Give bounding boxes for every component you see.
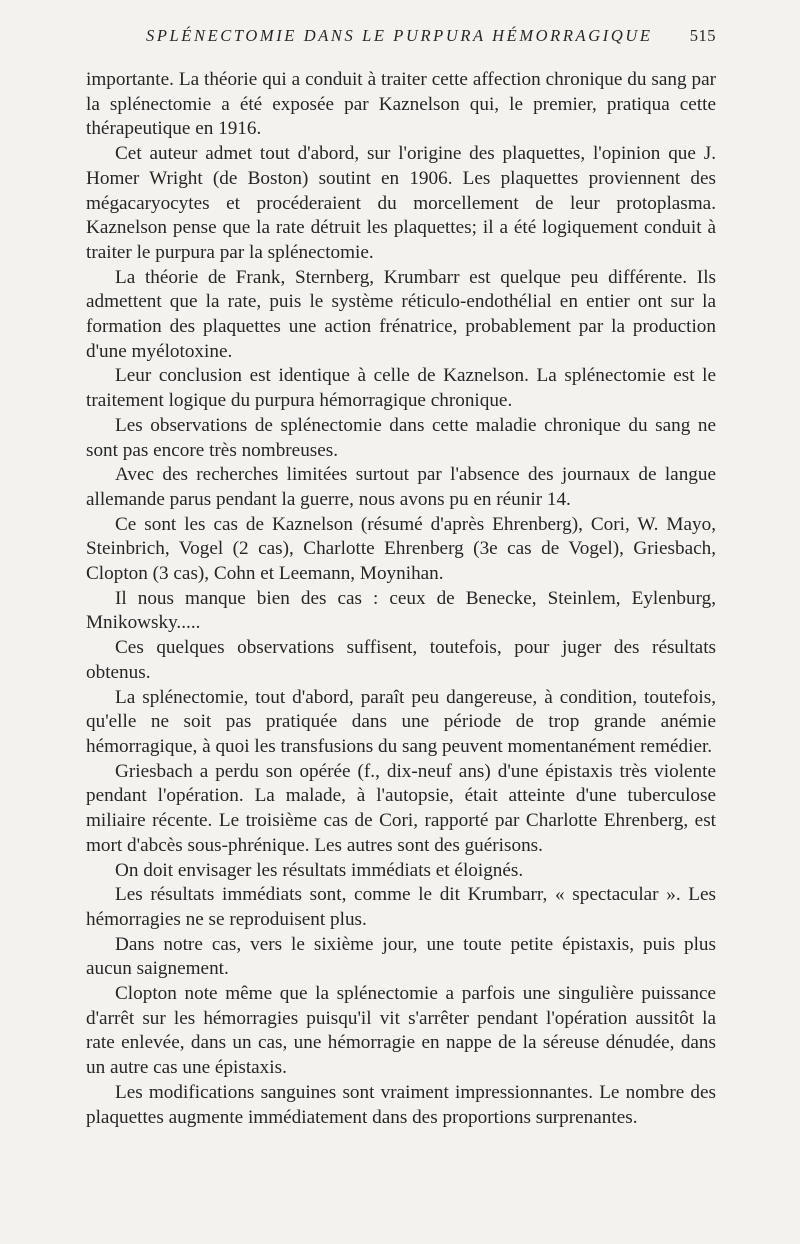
paragraph-results-intro: On doit envisager les résultats immédiats et éloignés. [115,859,524,881]
paragraph-observations: Les observations de splénectomie dans cette maladie chronique du sang ne sont pas encore très nombreuses. [86,414,716,461]
paragraph-missing-cases: Il nous manque bien des cas : ceux de Benecke, Steinlem, Eylenburg, Mnikowsky..... [86,587,716,634]
running-header [86,26,716,50]
paragraph-continuation: importante. La théorie qui a conduit à traiter cette affection chronique du sang par la splénectomie a été exposée par Kaznelson qui, le premier, pratiqua cette thérapeutique en 1916. [86,69,716,140]
paragraph-research: Avec des recherches limitées surtout par l'absence des journaux de langue allemande parus pendant la guerre, nous avons pu en réunir 14. [86,464,716,510]
paragraph-our-case: Dans notre cas, vers le sixième jour, une toute petite épistaxis, puis plus aucun saignement. [86,933,716,980]
running-title: SPLÉNECTOMIE DANS LE PURPURA HÉMORRAGIQUE [146,26,653,45]
paragraph-danger: La splénectomie, tout d'abord, paraît peu dangereuse, à condition, toutefois, qu'elle ne soit pas pratiquée dans une période de trop grande anémie hémorragique, à quoi les transfusions du sang peuvent momentanément remédier. [86,686,716,757]
paragraph-frank-theory: La théorie de Frank, Sternberg, Krumbarr est quelque peu différente. Ils admettent que la rate, puis le système réticulo-endothélial en entier ont sur la formation des plaquettes une action frénatrice, probablement par la production d'une myélotoxine. [86,266,716,362]
paragraph-cases-list: Ce sont les cas de Kaznelson (résumé d'après Ehrenberg), Cori, W. Mayo, Steinbrich, Vogel (2 cas), Charlotte Ehrenberg (3e cas de Vogel), Griesbach, Clopton (3 cas), Cohn et Leemann, Moynihan. [86,513,716,585]
paragraph-author-theory: Cet auteur admet tout d'abord, sur l'origine des plaquettes, l'opinion que J. Homer Wright (de Boston) soutint en 1906. Les plaquettes proviennent des mégacaryocytes et procéderaient du morcellement de leur protoplasma. Kaznelson pense que la rate détruit les plaquettes; il a été logiquement conduit à traiter le purpura par la splénectomie. [86,143,716,263]
paragraph-clopton: Clopton note même que la splénectomie a parfois une singulière puissance d'arrêt sur les hémorragies puisqu'il vit s'arrêter pendant l'opération aussitôt la rate enlevée, dans un cas, une hémorragie en nappe de la séreuse dénudée, dans un autre cas une épistaxis. [86,983,716,1079]
paragraph-griesbach: Griesbach a perdu son opérée (f., dix-neuf ans) d'une épistaxis très violente pendant l'opération. La malade, à l'autopsie, était atteinte d'une tuberculose miliaire récente. Le troisième cas de Cori, rapporté par Charlotte Ehrenberg, est mort d'abcès sous-phrénique. Les autres sont des guérisons. [86,760,716,856]
paragraph-immediate-results: Les résultats immédiats sont, comme le dit Krumbarr, « spectacular ». Les hémorragies ne se reproduisent plus. [86,884,716,930]
body-text [86,68,716,1130]
paragraph-blood-changes: Les modifications sanguines sont vraiment impressionnantes. Le nombre des plaquettes augmente immédiatement dans des proportions surprenantes. [86,1081,716,1128]
paragraph-conclusion: Leur conclusion est identique à celle de Kaznelson. La splénectomie est le traitement logique du purpura hémorragique chronique. [86,365,716,412]
paragraph-sufficient: Ces quelques observations suffisent, toutefois, pour juger des résultats obtenus. [86,637,716,683]
page-number: 515 [689,26,716,45]
